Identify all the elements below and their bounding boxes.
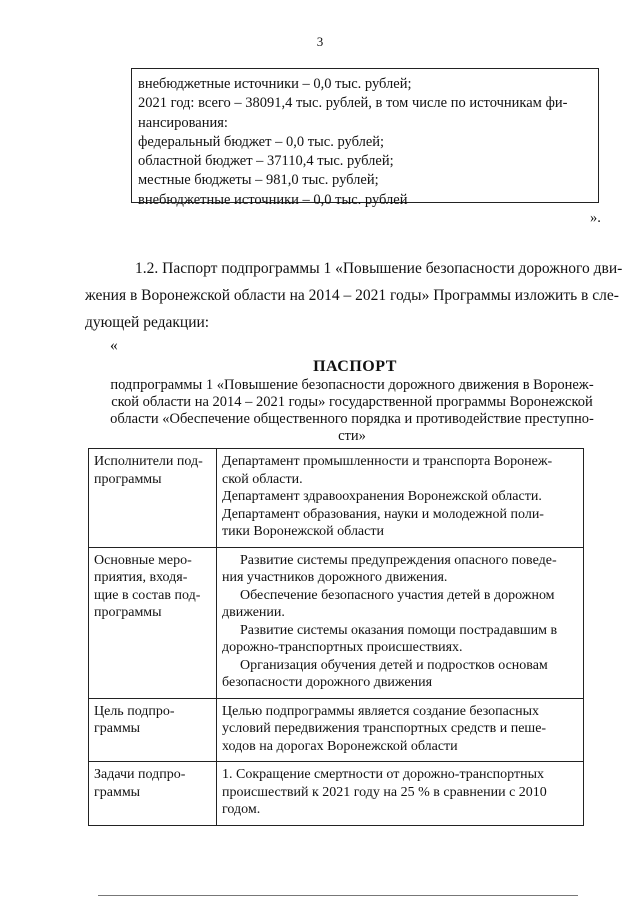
row-content <box>217 698 584 762</box>
row-content <box>217 762 584 826</box>
content-line: Организация обучения детей и подростков основам <box>240 657 548 673</box>
content-line: тики Воронежской области <box>222 524 384 539</box>
table-row <box>89 762 584 826</box>
content-line: происшествий к 2021 году на 25 % в сравнении с 2010 <box>222 784 547 800</box>
content-line: Развитие системы предупреждения опасного поведе- <box>240 552 557 568</box>
table-row <box>89 449 584 548</box>
subtitle-line: сти» <box>338 428 366 444</box>
budget-line: федеральный бюджет – 0,0 тыс. рублей; <box>138 133 385 150</box>
content-line: Департамент здравоохранения Воронежской области. <box>222 489 542 504</box>
row-label <box>89 698 217 762</box>
row-label <box>89 547 217 698</box>
content-line: Департамент образования, науки и молодежной поли- <box>222 506 544 522</box>
content-line: дорожно-транспортных происшествиях. <box>222 640 463 655</box>
label-line: Основные меро- <box>94 552 192 568</box>
paragraph-line: жения в Воронежской области на 2014 – 2021 годы» Программы изложить в сле- <box>85 287 619 304</box>
page-number: 3 <box>316 34 324 49</box>
budget-box <box>131 68 599 208</box>
content-line: ской области. <box>222 471 303 487</box>
label-line: щие в состав под- <box>94 587 201 603</box>
label-line: граммы <box>94 721 141 736</box>
content-line: ния участников дорожного движения. <box>222 570 448 585</box>
content-line: Обеспечение безопасного участия детей в дорожном <box>240 587 555 603</box>
label-line: приятия, входя- <box>94 570 188 585</box>
content-line: Целью подпрограммы является создание безопасных <box>222 703 540 719</box>
content-line: годом. <box>222 802 261 817</box>
row-content <box>217 547 584 698</box>
amendment-paragraph <box>85 255 623 336</box>
closing-quote: ». <box>590 210 601 226</box>
subtitle-line: ской области на 2014 – 2021 годы» государственной программы Воронежской <box>111 394 593 410</box>
label-line: программы <box>94 605 162 620</box>
content-line: движении. <box>222 605 285 620</box>
label-line: Задачи подпро- <box>94 767 186 782</box>
budget-line: внебюджетные источники – 0,0 тыс. рублей; <box>138 76 412 92</box>
label-line: граммы <box>94 784 141 800</box>
passport-title: ПАСПОРТ <box>313 358 397 375</box>
content-line: 1. Сокращение смертности от дорожно-транспортных <box>222 767 544 782</box>
budget-line: нансирования: <box>138 114 228 131</box>
budget-line: 2021 год: всего – 38091,4 тыс. рублей, в том числе по источникам фи- <box>138 95 568 112</box>
content-line: условий передвижения транспортных средств и пеше- <box>222 721 547 736</box>
subtitle-line: подпрограммы 1 «Повышение безопасности дорожного движения в Воронеж- <box>110 377 594 393</box>
table-row <box>89 698 584 762</box>
paragraph-line: дующей редакции: <box>85 314 210 331</box>
row-content <box>217 449 584 548</box>
subtitle-line: области «Обеспечение общественного порядка и противодействие преступно- <box>110 411 594 427</box>
budget-line: местные бюджеты – 981,0 тыс. рублей; <box>138 172 379 189</box>
content-line: Развитие системы оказания помощи пострадавшим в <box>240 622 558 638</box>
content-line: Департамент промышленности и транспорта Воронеж- <box>222 454 553 469</box>
label-line: Исполнители под- <box>94 454 203 469</box>
opening-quote: « <box>110 337 118 354</box>
content-line: ходов на дорогах Воронежской области <box>222 738 458 754</box>
page-bottom-divider <box>98 895 578 896</box>
passport-subtitle <box>101 377 603 445</box>
table-row <box>89 547 584 698</box>
row-label <box>89 762 217 826</box>
passport-table <box>88 448 584 826</box>
paragraph-line: 1.2. Паспорт подпрограммы 1 «Повышение безопасности дорожного дви- <box>135 260 623 277</box>
budget-line: областной бюджет – 37110,4 тыс. рублей; <box>138 153 394 170</box>
row-label <box>89 449 217 548</box>
budget-line: внебюджетные источники – 0,0 тыс. рублей <box>138 191 408 208</box>
content-line: безопасности дорожного движения <box>222 675 433 690</box>
label-line: программы <box>94 471 162 487</box>
label-line: Цель подпро- <box>94 703 175 719</box>
